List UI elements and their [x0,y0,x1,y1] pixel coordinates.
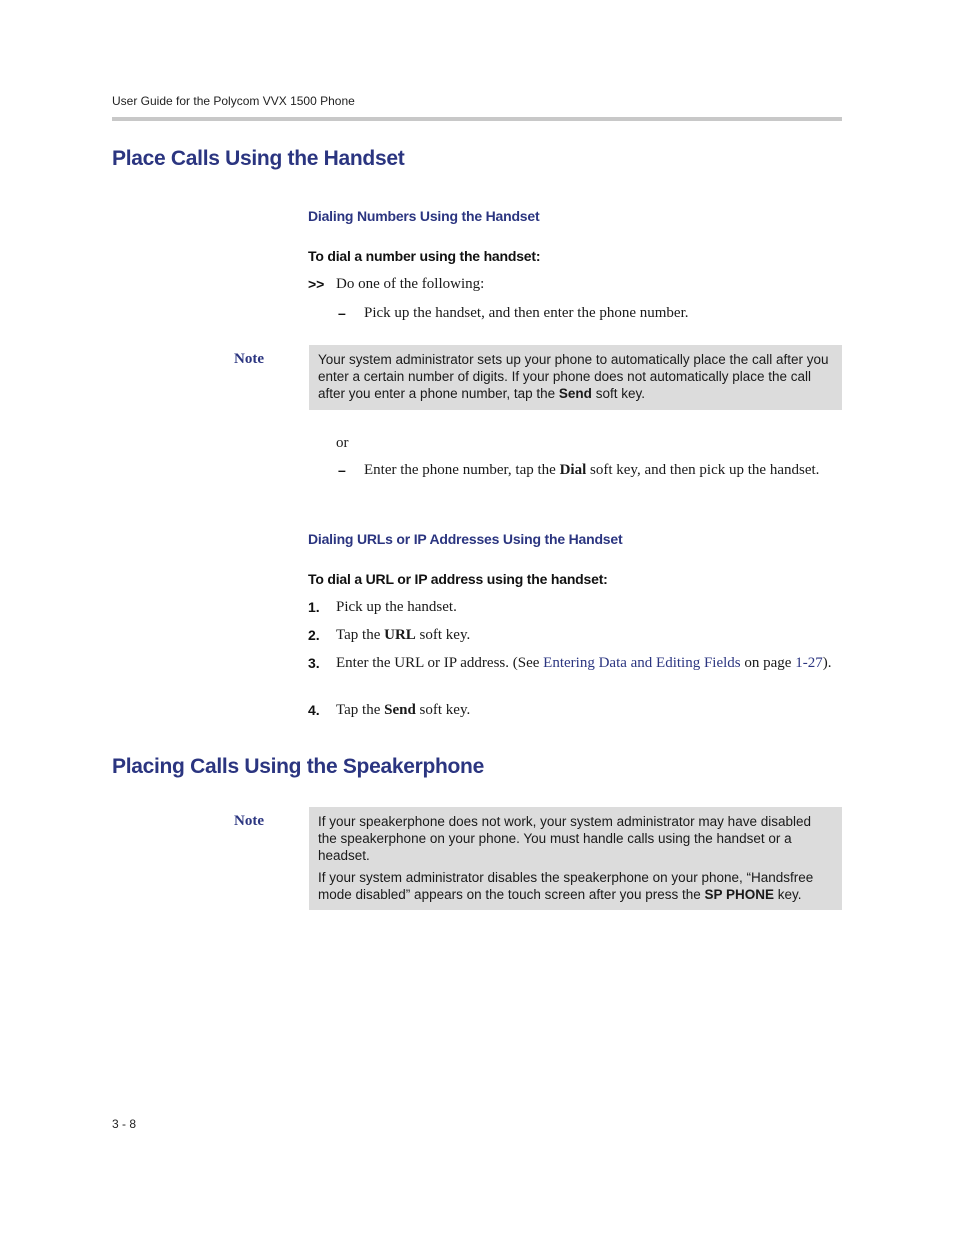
dash-bullet: – [338,462,346,478]
step-pick-up: Pick up the handset. [336,599,457,615]
option-enter-number: Enter the phone number, tap the Dial soft key, and then pick up the handset. [364,462,820,478]
note-box-speakerphone [309,807,842,910]
header-divider [112,117,842,121]
note-paragraph: If your speakerphone does not work, your system administrator may have disabled the speakerphone on your phone. You must handle calls using the handset or a headset. [318,814,811,863]
step-number: 4. [308,702,320,718]
procedure-title-dial-number: To dial a number using the handset: [308,248,541,264]
step-marker: >> [308,276,325,292]
or-text: or [336,435,349,451]
page-number: 3 - 8 [112,1117,137,1131]
note-label: Note [234,351,264,367]
step-tap-url: Tap the URL soft key. [336,627,471,643]
note-text: Your system administrator sets up your phone to automatically place the call after you enter a certain number of digits. If your phone does not automatically place the call after you enter a phone number, tap the Send soft key. [318,352,829,401]
link-entering-data[interactable]: Entering Data and Editing Fields [543,655,741,671]
note-label: Note [234,813,264,829]
step-text: Do one of the following: [336,276,485,292]
step-tap-send: Tap the Send soft key. [336,702,471,718]
running-header: User Guide for the Polycom VVX 1500 Phone [112,94,355,108]
section-title-handset: Place Calls Using the Handset [112,147,405,170]
step-number: 3. [308,655,320,671]
subsection-title-dialing-urls: Dialing URLs or IP Addresses Using the Handset [308,531,623,547]
subsection-title-dialing-numbers: Dialing Numbers Using the Handset [308,208,540,224]
step-number: 1. [308,599,320,615]
dash-bullet: – [338,305,346,321]
option-pick-up-handset: Pick up the handset, and then enter the phone number. [364,305,689,321]
step-enter-url: Enter the URL or IP address. (See Entering Data and Editing Fields on page 1-27). [336,655,832,671]
step-number: 2. [308,627,320,643]
section-title-speakerphone: Placing Calls Using the Speakerphone [112,755,484,778]
note-box-auto-dial [309,345,842,410]
link-page-1-27[interactable]: 1-27 [795,655,823,671]
note-paragraph: If your system administrator disables the speakerphone on your phone, “Handsfree mode disabled” appears on the touch screen after you press the SP PHONE key. [318,870,814,902]
procedure-title-dial-url: To dial a URL or IP address using the handset: [308,571,608,587]
